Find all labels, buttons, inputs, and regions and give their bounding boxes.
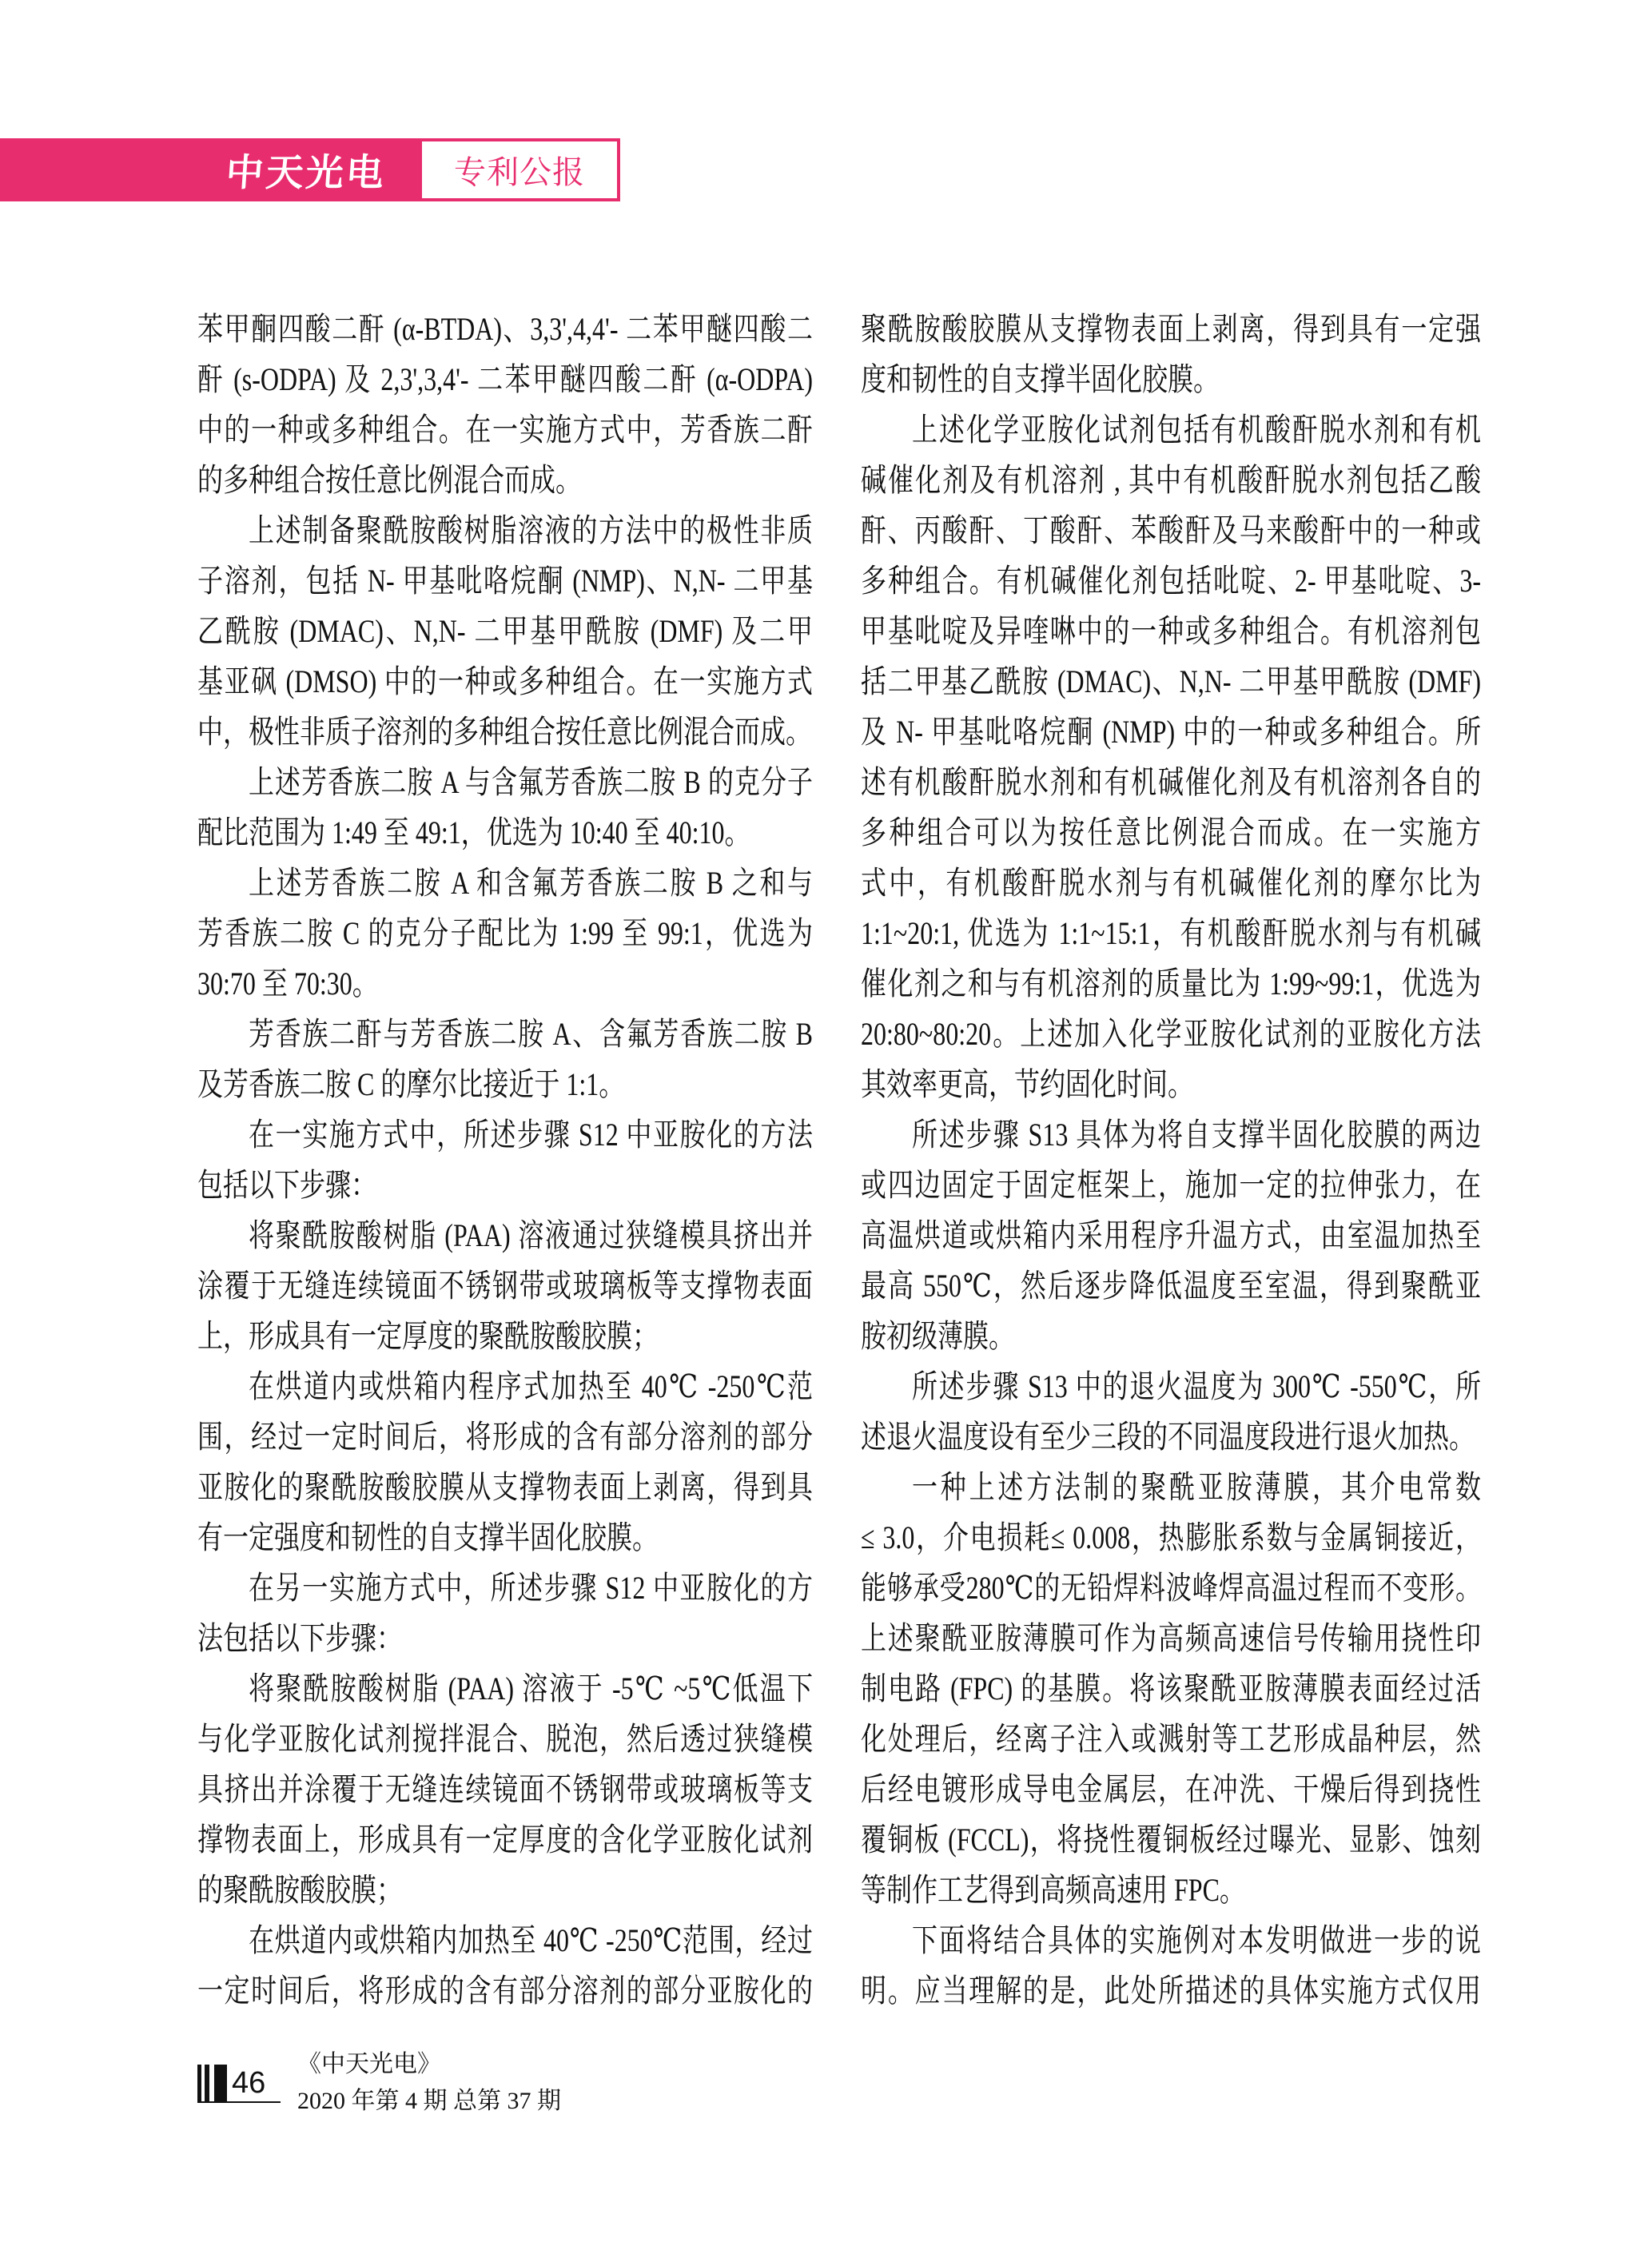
text-line: 1:1~20:1, 优选为 1:1~15:1，有机酸酐脱水剂与有机碱 [861, 915, 1481, 951]
text-line: 最高 550℃，然后逐步降低温度至室温，得到聚酰亚 [861, 1268, 1481, 1304]
column-right [861, 304, 1481, 2016]
text-line: 具挤出并涂覆于无缝连续镜面不锈钢带或玻璃板等支 [197, 1771, 813, 1807]
text-line: 酐 (s-ODPA) 及 2,3',3,4'- 二苯甲醚四酸二酐 (α-ODPA) [197, 361, 813, 397]
text-line: 度和韧性的自支撑半固化胶膜。 [861, 361, 1219, 397]
text-line: 乙酰胺 (DMAC)、N,N- 二甲基甲酰胺 (DMF) 及二甲 [197, 613, 813, 649]
text-line: 配比范围为 1:49 至 49:1，优选为 10:40 至 40:10。 [197, 814, 750, 850]
footer-rule [197, 2101, 281, 2103]
text-line: 能够承受280℃的无铅焊料波峰焊高温过程而不变形。 [861, 1570, 1481, 1606]
text-line: 30:70 至 70:30。 [197, 966, 378, 1002]
text-line: 明。应当理解的是，此处所描述的具体实施方式仅用 [861, 1973, 1481, 2009]
text-line: 子溶剂，包括 N- 甲基吡咯烷酮 (NMP)、N,N- 二甲基 [197, 563, 813, 599]
text-line: 将聚酰胺酸树脂 (PAA) 溶液通过狭缝模具挤出并 [249, 1217, 813, 1253]
text-line: 述有机酸酐脱水剂和有机碱催化剂及有机溶剂各自的 [861, 764, 1481, 800]
text-line: 芳香族二酐与芳香族二胺 A、含氟芳香族二胺 B [249, 1016, 813, 1052]
text-line: 在烘道内或烘箱内程序式加热至 40℃ -250℃范 [249, 1368, 813, 1404]
text-line: 在另一实施方式中，所述步骤 S12 中亚胺化的方 [249, 1570, 813, 1606]
text-line: 涂覆于无缝连续镜面不锈钢带或玻璃板等支撑物表面 [197, 1268, 813, 1304]
text-line: 包括以下步骤： [197, 1167, 376, 1203]
text-line: 所述步骤 S13 具体为将自支撑半固化胶膜的两边 [912, 1117, 1481, 1153]
text-line: 上，形成具有一定厚度的聚酰胺酸胶膜； [197, 1318, 658, 1354]
footer-journal-block [297, 2046, 561, 2120]
header-bar [0, 138, 620, 201]
text-line: 催化剂之和与有机溶剂的质量比为 1:99~99:1，优选为 [861, 966, 1481, 1002]
text-line: 甲基吡啶及异喹啉中的一种或多种组合。有机溶剂包 [861, 613, 1481, 649]
text-line: 基亚砜 (DMSO) 中的一种或多种组合。在一实施方式 [197, 663, 813, 699]
text-line: 多种组合可以为按任意比例混合而成。在一实施方 [861, 814, 1481, 850]
text-line: 在一实施方式中，所述步骤 S12 中亚胺化的方法 [249, 1117, 813, 1153]
patent-gazette-badge [419, 138, 620, 201]
text-line: 芳香族二胺 C 的克分子配比为 1:99 至 99:1，优选为 [197, 915, 813, 951]
text-line: 法包括以下步骤： [197, 1620, 402, 1656]
text-line: 制电路 (FPC) 的基膜。将该聚酰亚胺薄膜表面经过活 [861, 1671, 1481, 1706]
text-line: 及 N- 甲基吡咯烷酮 (NMP) 中的一种或多种组合。所 [861, 714, 1481, 750]
text-line: 式中，有机酸酐脱水剂与有机碱催化剂的摩尔比为 [861, 865, 1481, 901]
text-line: 亚胺化的聚酰胺酸胶膜从支撑物表面上剥离，得到具 [197, 1469, 813, 1505]
text-line: 上述制备聚酰胺酸树脂溶液的方法中的极性非质 [249, 512, 813, 548]
text-line: 等制作工艺得到高频高速用 FPC。 [861, 1872, 1245, 1908]
text-line: 或四边固定于固定框架上，施加一定的拉伸张力，在 [861, 1167, 1481, 1203]
text-line: 的聚酰胺酸胶膜； [197, 1872, 402, 1908]
text-line: 一种上述方法制的聚酰亚胺薄膜，其介电常数 [912, 1469, 1481, 1505]
text-line: 20:80~80:20。上述加入化学亚胺化试剂的亚胺化方法 [861, 1016, 1481, 1052]
text-line: 上述芳香族二胺 A 与含氟芳香族二胺 B 的克分子 [249, 764, 813, 800]
text-line: 下面将结合具体的实施例对本发明做进一步的说 [912, 1922, 1481, 1958]
text-line: 有一定强度和韧性的自支撑半固化胶膜。 [197, 1519, 658, 1555]
text-line: 其效率更高，节约固化时间。 [861, 1066, 1193, 1102]
journal-name: 《中天光电》 [297, 2051, 441, 2077]
text-line: 一定时间后，将形成的含有部分溶剂的部分亚胺化的 [197, 1973, 813, 2009]
text-line: 胺初级薄膜。 [861, 1318, 1014, 1354]
text-line: 围，经过一定时间后，将形成的含有部分溶剂的部分 [197, 1419, 813, 1455]
text-line: 后经电镀形成导电金属层，在冲洗、干燥后得到挠性 [861, 1771, 1481, 1807]
text-line: 将聚酰胺酸树脂 (PAA) 溶液于 -5℃ ~5℃低温下 [249, 1671, 813, 1706]
text-line: 苯甲酮四酸二酐 (α-BTDA)、3,3',4,4'- 二苯甲醚四酸二 [197, 311, 813, 347]
text-line: 高温烘道或烘箱内采用程序升温方式，由室温加热至 [861, 1217, 1481, 1253]
footer-bars-icon [197, 2065, 227, 2103]
text-line: 上述芳香族二胺 A 和含氟芳香族二胺 B 之和与 [249, 865, 813, 901]
text-line: 括二甲基乙酰胺 (DMAC)、N,N- 二甲基甲酰胺 (DMF) [861, 663, 1481, 699]
text-line: 及芳香族二胺 C 的摩尔比接近于 1:1。 [197, 1066, 625, 1102]
text-line: 与化学亚胺化试剂搅拌混合、脱泡，然后透过狭缝模 [197, 1721, 813, 1757]
text-line: 撑物表面上，形成具有一定厚度的含化学亚胺化试剂 [197, 1822, 813, 1858]
page-number: 46 [232, 2066, 266, 2100]
text-line: 述退火温度设有至少三段的不同温度段进行退火加热。 [861, 1419, 1475, 1455]
text-line: 酐、丙酸酐、丁酸酐、苯酸酐及马来酸酐中的一种或 [861, 512, 1481, 548]
text-line: 的多种组合按任意比例混合而成。 [197, 462, 581, 498]
column-left [197, 304, 813, 2016]
text-line: 多种组合。有机碱催化剂包括吡啶、2- 甲基吡啶、3- [861, 563, 1481, 599]
text-line: 碱催化剂及有机溶剂 , 其中有机酸酐脱水剂包括乙酸 [861, 462, 1481, 498]
text-line: 所述步骤 S13 中的退火温度为 300℃ -550℃，所 [912, 1368, 1481, 1404]
badge-label: 专利公报 [454, 155, 585, 190]
text-line: ≤ 3.0，介电损耗≤ 0.008，热膨胀系数与金属铜接近， [861, 1519, 1481, 1555]
issue-info: 2020 年第 4 期 总第 37 期 [297, 2088, 561, 2114]
text-line: 上述化学亚胺化试剂包括有机酸酐脱水剂和有机 [912, 412, 1481, 448]
text-line: 聚酰胺酸胶膜从支撑物表面上剥离，得到具有一定强 [861, 311, 1481, 347]
brand-logo: 中天光电 [224, 151, 388, 193]
text-line: 中的一种或多种组合。在一实施方式中，芳香族二酐 [197, 412, 813, 448]
text-line: 在烘道内或烘箱内加热至 40℃ -250℃范围，经过 [249, 1922, 813, 1958]
text-line: 中，极性非质子溶剂的多种组合按任意比例混合而成。 [197, 714, 811, 750]
text-line: 上述聚酰亚胺薄膜可作为高频高速信号传输用挠性印 [861, 1620, 1481, 1656]
text-line: 覆铜板 (FCCL)，将挠性覆铜板经过曝光、显影、蚀刻 [861, 1822, 1481, 1858]
text-line: 化处理后，经离子注入或溅射等工艺形成晶种层，然 [861, 1721, 1481, 1757]
